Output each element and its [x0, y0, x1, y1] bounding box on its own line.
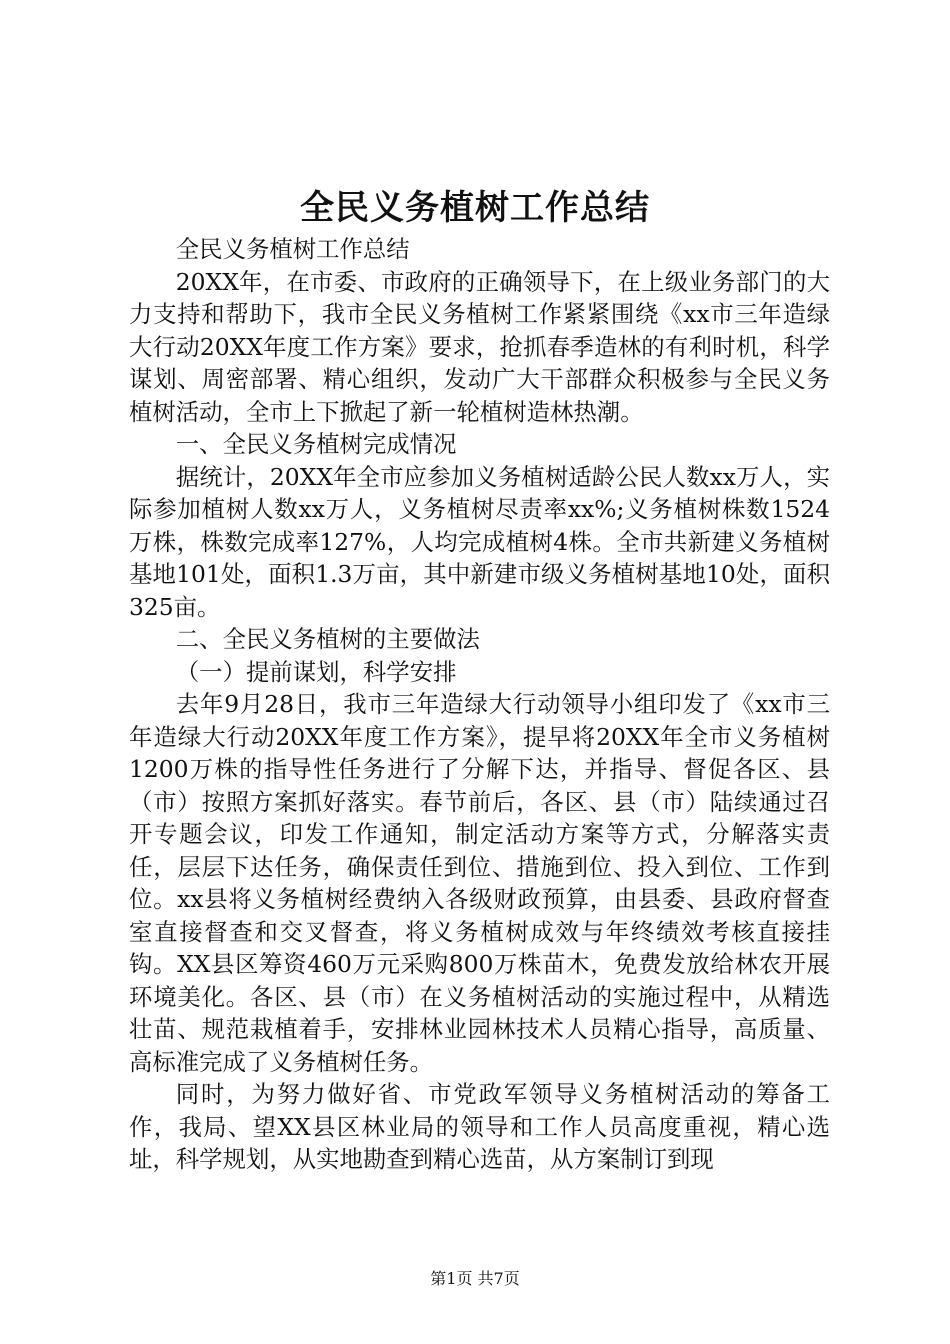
paragraph-intro: 20XX年，在市委、市政府的正确领导下，在上级业务部门的大力支持和帮助下，我市全民义务植树工作紧紧围绕《xx市三年造绿大行动20XX年度工作方案》要求，抢抓春季造林的有利时机，科学谋划、周密部署、精心组织，发动广大干部群众积极参与全民义务植树活动，全市上下掀起了新一轮植树造林热潮。 — [129, 267, 830, 426]
document-subtitle: 全民义务植树工作总结 — [175, 235, 410, 263]
document-body — [129, 233, 830, 1176]
subsection-heading-1: （一）提前谋划，科学安排 — [175, 657, 457, 686]
page-footer: 第1页 共7页 — [430, 1269, 520, 1288]
paragraph-preparation: 同时，为努力做好省、市党政军领导义务植树活动的筹备工作，我局、望XX县区林业局的领导和工作人员高度重视，精心选址，科学规划，从实地勘查到精心选苗，从方案制订到现 — [129, 1080, 830, 1173]
document-title: 全民义务植树工作总结 — [300, 188, 650, 228]
paragraph-statistics: 据统计，20XX年全市应参加义务植树适龄公民人数xx万人，实际参加植树人数xx万人，义务植树尽责率xx%;义务植树株数1524万株，株数完成率127%，人均完成植树4株。全市共新建义务植树基地101处，面积1.3万亩，其中新建市级义务植树基地10处，面积325亩。 — [129, 462, 830, 621]
section-heading-2: 二、全民义务植树的主要做法 — [175, 625, 480, 653]
section-heading-1: 一、全民义务植树完成情况 — [175, 430, 457, 458]
paragraph-planning: 去年9月28日，我市三年造绿大行动领导小组印发了《xx市三年造绿大行动20XX年度工作方案》，提早将20XX年全市义务植树1200万株的指导性任务进行了分解下达，并指导、督促各区、县（市）按照方案抓好落实。春节前后，各区、县（市）陆续通过召开专题会议，印发工作通知，制定活动方案等方式，分解落实责任，层层下达任务，确保责任到位、措施到位、投入到位、工作到位。xx县将义务植树经费纳入各级财政预算，由县委、县政府督查室直接督查和交叉督查，将义务植树成效与年终绩效考核直接挂钩。XX县区筹资460万元采购800万株苗木，免费发放给林农开展环境美化。各区、县（市）在义务植树活动的实施过程中，从精选壮苗、规范栽植着手，安排林业园林技术人员精心指导，高质量、高标准完成了义务植树任务。 — [129, 690, 830, 1076]
